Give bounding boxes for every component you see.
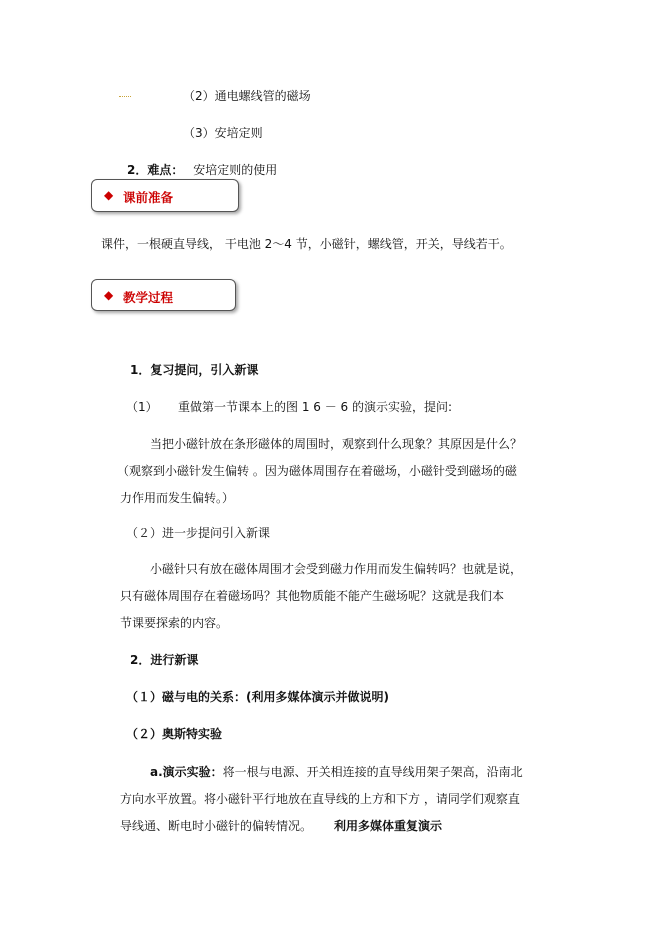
paragraph-1-line-3: 力作用而发生偏转。）: [120, 491, 235, 505]
item-solenoid-field: （2）通电螺线管的磁场: [183, 89, 311, 103]
difficulty-line: [127, 161, 277, 178]
question-1-number: （1）: [126, 400, 158, 414]
prep-materials: 课件，一根硬直导线， 干电池 2～4 节，小磁针，螺线管，开关，导线若干。: [101, 237, 512, 251]
demo-text-3: 导线通、断电时小磁针的偏转情况。: [120, 819, 313, 833]
paragraph-1-line-2: （观察到小磁针发生偏转 。因为磁体周围存在着磁场，小磁针受到磁场的磁: [117, 464, 517, 478]
demo-multimedia-note: 利用多媒体重复演示: [334, 819, 443, 833]
demo-line-2: 方向水平放置。将小磁针平行地放在直导线的上方和下方 ，请同学们观察直: [120, 792, 520, 806]
subsection-1: （１）磁与电的关系：(利用多媒体演示并做说明): [126, 690, 389, 704]
item-ampere-rule: （3）安培定则: [183, 126, 263, 140]
diamond-icon: ◆: [104, 188, 114, 202]
paragraph-2-line-3: 节课要探索的内容。: [120, 616, 229, 630]
step1-heading: 1．复习提问，引入新课: [130, 363, 259, 377]
demo-text-1: 将一根与电源、开关相连接的直导线用架子架高，沿南北: [222, 765, 523, 779]
subsection-2: （２）奥斯特实验: [126, 727, 223, 741]
step2-heading: 2．进行新课: [130, 653, 199, 667]
paragraph-2-line-2: 只有磁体周围存在着磁场吗？其他物质能不能产生磁场呢？这就是我们本: [120, 589, 505, 603]
diamond-icon: ◆: [104, 288, 114, 302]
question-2: （２）进一步提问引入新课: [126, 526, 271, 540]
section-title-prep: 课前准备: [123, 190, 174, 205]
section-box-prep: [91, 179, 239, 212]
demo-line-1: [150, 763, 523, 780]
section-box-process: [91, 279, 236, 311]
demo-label: a.演示实验：: [150, 765, 223, 779]
paragraph-1-line-1: 当把小磁针放在条形磁体的周围时，观察到什么现象？其原因是什么？: [150, 437, 523, 451]
difficulty-label: 2．难点：: [127, 163, 184, 177]
decorative-dots: [119, 96, 131, 97]
demo-line-3: [120, 817, 442, 834]
section-title-process: 教学过程: [123, 290, 174, 305]
difficulty-text: 安培定则的使用: [193, 163, 278, 177]
paragraph-2-line-1: 小磁针只有放在磁体周围才会受到磁力作用而发生偏转吗？也就是说，: [150, 562, 523, 576]
question-1-text: 重做第一节课本上的图 1 6 － 6 的演示实验，提问:: [178, 400, 453, 414]
